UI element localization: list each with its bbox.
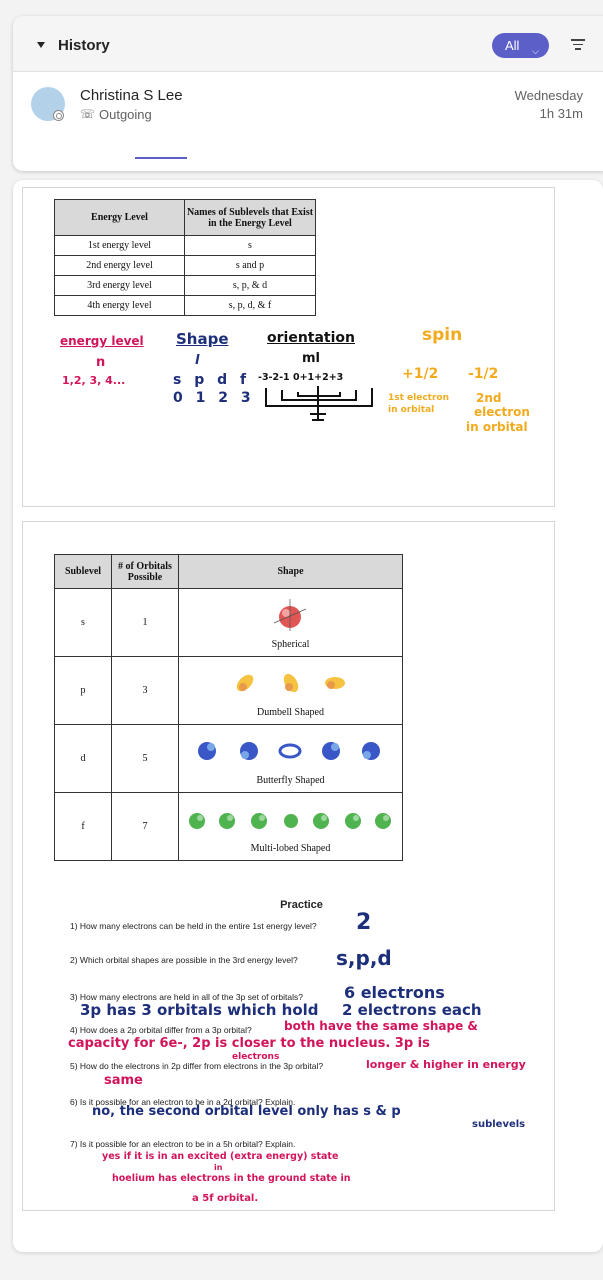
table-row bbox=[55, 296, 316, 316]
note-first-electron: 1st electron bbox=[388, 393, 450, 403]
answer-2: s,p,d bbox=[336, 946, 392, 970]
table-cell: 1st energy level bbox=[55, 236, 185, 256]
s-orbital-image bbox=[179, 597, 401, 633]
note-l-values: 0 1 2 3 bbox=[173, 390, 255, 406]
table-cell bbox=[179, 793, 403, 861]
f-orbitals-image bbox=[179, 801, 401, 837]
note-in-orbital-2: in orbital bbox=[466, 420, 528, 434]
table-cell: p bbox=[55, 657, 112, 725]
question-3: 3) How many electrons are held in all of the 3p set of orbitals? bbox=[70, 992, 303, 1002]
note-n: n bbox=[96, 355, 106, 370]
table-header: Shape bbox=[179, 555, 403, 589]
note-plus-half: +1/2 bbox=[402, 366, 439, 382]
table-row bbox=[55, 793, 403, 861]
table-cell: s bbox=[55, 589, 112, 657]
table-cell: 7 bbox=[112, 793, 179, 861]
table-header: # of Orbitals Possible bbox=[112, 555, 179, 589]
answer-5b: longer & higher in energy bbox=[366, 1058, 526, 1071]
note-minus-half: -1/2 bbox=[468, 366, 499, 382]
table-cell bbox=[179, 657, 403, 725]
call-type: Outgoing bbox=[99, 107, 152, 122]
answer-4b: capacity for 6e-, 2p is closer to the nucleus. 3p is bbox=[68, 1036, 430, 1051]
answer-5a: electrons bbox=[232, 1052, 280, 1062]
table-cell: 5 bbox=[112, 725, 179, 793]
answer-7a: yes if it is in an excited (extra energy) state bbox=[102, 1151, 339, 1162]
question-5: 5) How do the electrons in 2p differ from electrons in the 3p orbital? bbox=[70, 1061, 324, 1071]
table-row bbox=[55, 657, 403, 725]
orbital-shapes-table bbox=[54, 554, 403, 861]
table-cell: s, p, & d bbox=[185, 276, 316, 296]
table-row bbox=[55, 725, 403, 793]
note-spin: spin bbox=[422, 325, 463, 345]
history-header bbox=[13, 16, 603, 72]
answer-6a: no, the second orbital level only has s & p bbox=[92, 1104, 401, 1119]
orbital-bracket-sketch bbox=[262, 384, 378, 424]
question-6: 6) Is it possible for an electron to be in a 2d orbital? Explain. bbox=[70, 1097, 296, 1107]
note-ml-values: -3-2-1 0+1+2+3 bbox=[258, 372, 344, 383]
table-cell: d bbox=[55, 725, 112, 793]
presence-offline-icon bbox=[53, 110, 64, 121]
answer-1: 2 bbox=[356, 910, 372, 935]
answer-3a: 6 electrons bbox=[344, 983, 445, 1002]
note-l: l bbox=[195, 353, 200, 368]
answer-3c: 2 electrons each bbox=[342, 1001, 482, 1019]
table-header: Energy Level bbox=[55, 200, 185, 236]
note-in-orbital-1: in orbital bbox=[388, 405, 435, 415]
note-n-values: 1,2, 3, 4... bbox=[62, 374, 126, 387]
call-day: Wednesday bbox=[514, 88, 583, 103]
answer-6b: sublevels bbox=[472, 1119, 526, 1130]
table-cell: s and p bbox=[185, 256, 316, 276]
shape-caption: Dumbell Shaped bbox=[257, 707, 324, 718]
shape-caption: Spherical bbox=[271, 639, 310, 650]
table-cell bbox=[179, 589, 403, 657]
active-tab-indicator bbox=[135, 157, 187, 159]
note-shape: Shape bbox=[176, 330, 229, 348]
table-cell: 2nd energy level bbox=[55, 256, 185, 276]
table-row bbox=[55, 236, 316, 256]
chevron-down-icon: ⌵ bbox=[532, 46, 539, 56]
history-title: History bbox=[58, 37, 110, 54]
p-orbitals-image bbox=[179, 665, 401, 701]
table-cell: 4th energy level bbox=[55, 296, 185, 316]
table-row bbox=[55, 256, 316, 276]
table-row bbox=[55, 589, 403, 657]
d-orbitals-image bbox=[179, 733, 401, 769]
filter-all-dropdown[interactable] bbox=[492, 33, 549, 58]
history-card bbox=[13, 16, 603, 171]
filter-icon[interactable] bbox=[571, 39, 585, 51]
shape-caption: Multi-lobed Shaped bbox=[250, 843, 331, 854]
filter-all-label: All bbox=[505, 38, 520, 53]
answer-7d: a 5f orbital. bbox=[192, 1193, 259, 1204]
note-ml: ml bbox=[302, 351, 321, 366]
question-4: 4) How does a 2p orbital differ from a 3p orbital? bbox=[70, 1025, 252, 1035]
answer-5c: same bbox=[104, 1073, 143, 1088]
question-7: 7) Is it possible for an electron to be in a 5h orbital? Explain. bbox=[70, 1139, 296, 1149]
answer-3b: 3p has 3 orbitals which hold bbox=[80, 1001, 319, 1019]
table-cell: s bbox=[185, 236, 316, 256]
note-orientation: orientation bbox=[267, 330, 355, 346]
answer-4a: both have the same shape & bbox=[284, 1019, 478, 1033]
table-header: Names of Sublevels that Exist in the Energy Level bbox=[185, 200, 316, 236]
shape-caption: Butterfly Shaped bbox=[256, 775, 325, 786]
note-energy-level: energy level bbox=[60, 334, 144, 348]
note-spdf: s p d f bbox=[173, 372, 251, 388]
outgoing-call-icon: ☏ bbox=[80, 107, 96, 121]
table-cell: f bbox=[55, 793, 112, 861]
answer-7b: in bbox=[214, 1163, 223, 1172]
answer-7c: hoelium has electrons in the ground state in bbox=[112, 1173, 351, 1184]
table-cell: 1 bbox=[112, 589, 179, 657]
table-row bbox=[55, 276, 316, 296]
table-header: Sublevel bbox=[55, 555, 112, 589]
table-cell: 3rd energy level bbox=[55, 276, 185, 296]
collapse-caret-icon[interactable] bbox=[37, 42, 45, 48]
table-cell bbox=[179, 725, 403, 793]
table-cell: s, p, d, & f bbox=[185, 296, 316, 316]
question-2: 2) Which orbital shapes are possible in the 3rd energy level? bbox=[70, 955, 298, 965]
caller-name: Christina S Lee bbox=[80, 87, 183, 104]
question-1: 1) How many electrons can be held in the entire 1st energy level? bbox=[70, 921, 317, 931]
table-cell: 3 bbox=[112, 657, 179, 725]
energy-level-table bbox=[54, 199, 316, 316]
note-second: 2nd bbox=[476, 391, 502, 405]
call-duration: 1h 31m bbox=[539, 106, 583, 121]
note-electron: electron bbox=[474, 405, 530, 419]
practice-title: Practice bbox=[280, 899, 323, 911]
